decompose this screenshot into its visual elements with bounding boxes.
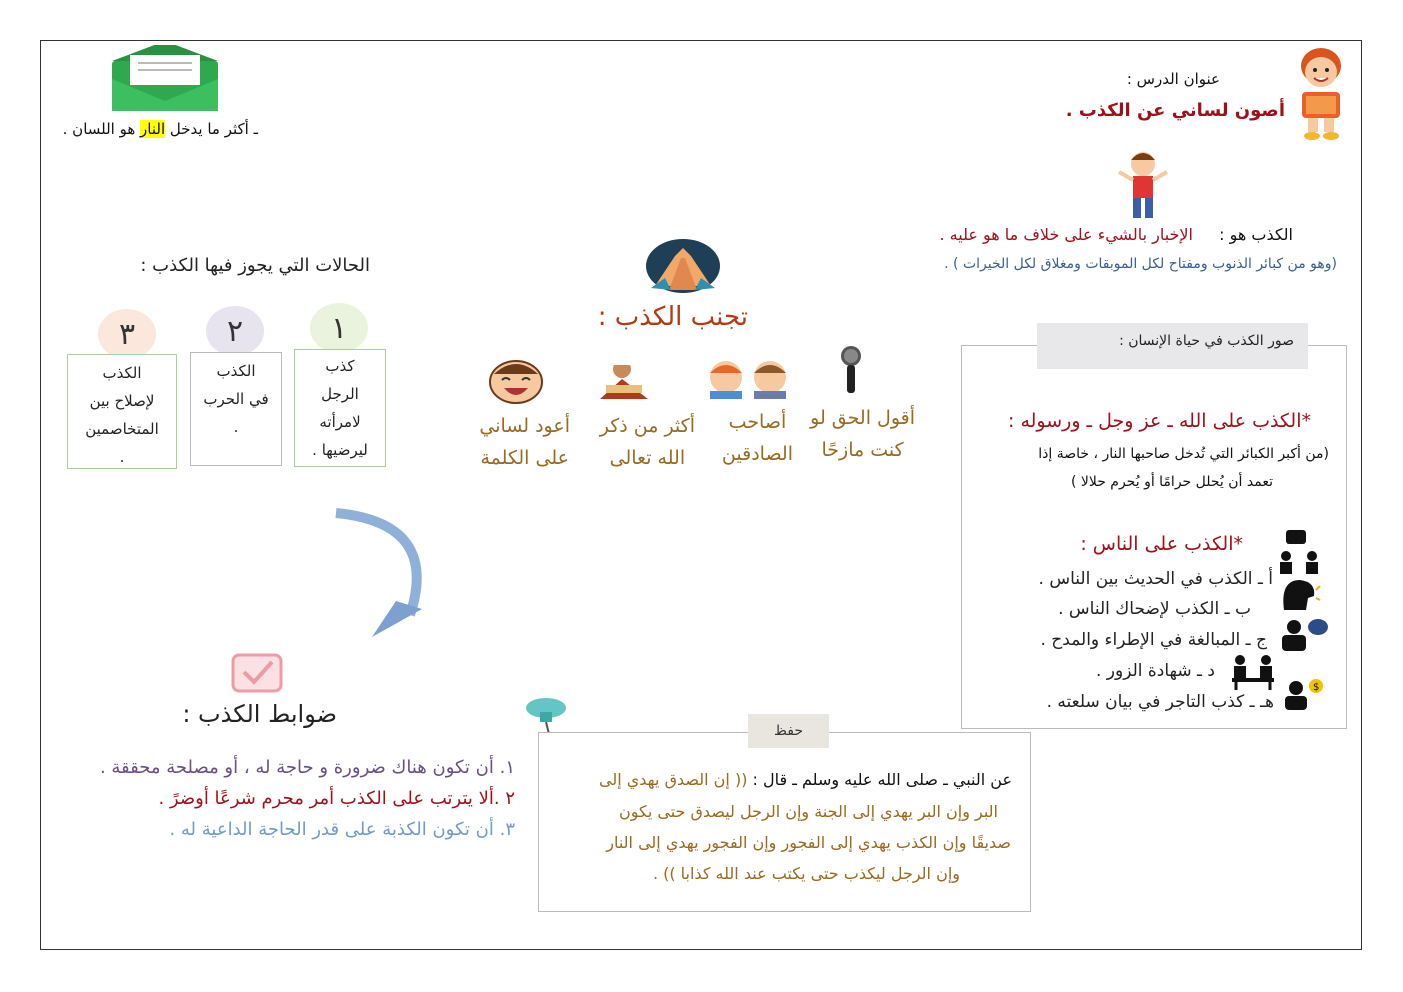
quote — [63, 120, 258, 138]
case-card-2: الكذب في الحرب . — [190, 352, 282, 466]
hadith-line-1 — [599, 770, 1012, 789]
forms-people-heading: *الكذب على الناس : — [1080, 533, 1243, 555]
hadith-line-4: وإن الرجل ليكذب حتى يكتب عند الله كذابا )) . — [652, 864, 960, 883]
check-icon — [230, 652, 284, 694]
case-number-3: ٣ — [98, 309, 156, 359]
trader-icon — [1282, 678, 1326, 712]
forms-god-heading: *الكذب على الله ـ عز وجل ـ ورسوله : — [1008, 410, 1311, 432]
rule-2: ٢ .ألا يترتب على الكذب أمر محرم شرعًا أوضرً . — [158, 788, 515, 809]
quote-suffix: هو اللسان . — [62, 120, 141, 138]
boy-reading-icon — [1288, 44, 1354, 144]
forms-god-text-2: تعمد أن يُحلل حرامًا أو يُحرم حلالا ) — [1070, 474, 1273, 490]
people-item-c: ج ـ المبالغة في الإطراء والمدح . — [1040, 630, 1267, 650]
memorize-tag: حفظ — [748, 714, 829, 748]
lesson-label: عنوان الدرس : — [1126, 70, 1220, 88]
svg-text:$: $ — [1313, 682, 1320, 693]
envelope-icon — [110, 45, 220, 113]
talking-people-icon — [1276, 528, 1324, 578]
standing-boy-icon — [1115, 150, 1171, 224]
quote-prefix: ـ أكثر ما يدخل — [165, 120, 258, 138]
laughing-face-icon — [488, 360, 544, 404]
rule-1: ١. أن تكون هناك ضرورة و حاجة له ، أو مصلحة محققة . — [99, 757, 515, 778]
definition-note: (وهو من كبائر الذنوب ومفتاح لكل الموبقات ومغلاق لكل الخيرات ) . — [944, 256, 1337, 272]
hadith-line-3: صديقًا وإن الكذب يهدي إلى الفجور وإن الفجور يهدي إلى النار — [606, 833, 1011, 852]
definition-text: الإخبار بالشيء على خلاف ما هو عليه . — [939, 225, 1193, 244]
case-number-2: ٢ — [206, 306, 264, 356]
hadith-line-1-rest: (( إن الصدق يهدي إلى — [599, 770, 748, 789]
hadith-line-2: البر وإن البر يهدي إلى الجنة وإن الرجل ليصدق حتى يكون — [618, 802, 998, 821]
two-boys-icon — [702, 355, 794, 399]
hands-together-icon — [645, 238, 721, 294]
case-card-3: الكذب لإصلاح بين المتخاصمين . — [67, 354, 177, 469]
rules-title: ضوابط الكذب : — [182, 700, 337, 728]
avoid-title: تجنب الكذب : — [597, 302, 748, 332]
hadith-intro: عن النبي ـ صلى الله عليه وسلم ـ قال : — [747, 770, 1012, 789]
avoid-item-honest: أقول الحق لو كنت مازحًا — [810, 407, 915, 461]
people-item-e: هـ ـ كذب التاجر في بيان سلعته . — [1046, 692, 1274, 712]
microphone-icon — [838, 345, 864, 395]
forms-god-text-1: (من أكبر الكبائر التي تُدخل صاحبها النار ، خاصة إذا — [1038, 446, 1329, 462]
laughing-head-icon — [1278, 576, 1322, 614]
hadith-box — [538, 732, 1031, 912]
quote-highlight: النار — [140, 120, 166, 138]
lesson-title: أصون لساني عن الكذب . — [1065, 100, 1285, 121]
definition-label: الكذب هو : — [1219, 225, 1293, 244]
avoid-item-dhikr: أكثر من ذكر الله تعالى — [599, 415, 695, 469]
people-item-a: أ ـ الكذب في الحديث بين الناس . — [1038, 569, 1273, 589]
avoid-item-companions: أصاحب الصادقين — [721, 411, 793, 465]
reading-boy-icon — [592, 355, 658, 405]
witness-icon — [1230, 652, 1276, 690]
cases-title: الحالات التي يجوز فيها الكذب : — [140, 255, 370, 276]
avoid-item-tongue: أعود لساني على الكلمة — [479, 415, 570, 469]
rule-3: ٣. أن تكون الكذبة على قدر الحاجة الداعية له . — [169, 819, 515, 840]
forms-title: صور الكذب في حياة الإنسان : — [1037, 323, 1308, 369]
people-item-d: د ـ شهادة الزور . — [1095, 661, 1215, 681]
curved-arrow-icon — [330, 505, 440, 645]
case-number-1: ١ — [310, 303, 368, 353]
case-card-1: كذب الرجل لامرأته ليرضيها . — [294, 349, 386, 467]
people-item-b: ب ـ الكذب لإضحاك الناس . — [1058, 599, 1251, 619]
praising-person-icon — [1278, 617, 1330, 653]
